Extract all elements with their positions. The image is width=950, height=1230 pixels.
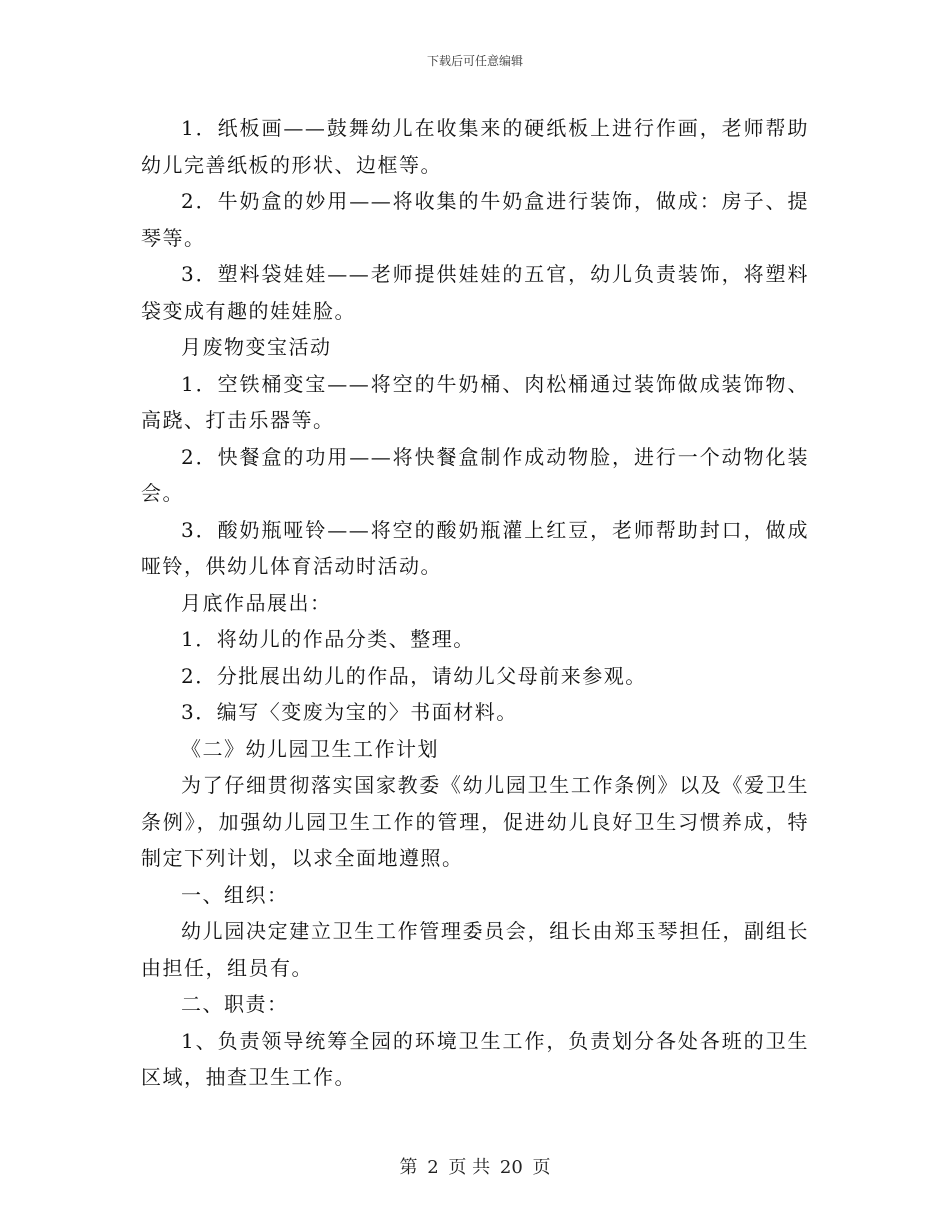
paragraph: 幼儿园决定建立卫生工作管理委员会，组长由郑玉琴担任，副组长由担任，组员有。: [141, 919, 809, 980]
paragraph: 2．分批展出幼儿的作品，请幼儿父母前来参观。: [181, 663, 647, 688]
paragraph: 2．牛奶盒的妙用——将收集的牛奶盒进行装饰，做成：房子、提琴等。: [141, 189, 809, 250]
total-page-count: 20: [499, 1157, 523, 1178]
section-heading: 月底作品展出：: [181, 590, 332, 615]
page-header-note: 下载后可任意编辑: [426, 54, 523, 68]
current-page-number: 2: [427, 1157, 439, 1178]
footer-suffix: 页: [532, 1157, 551, 1178]
paragraph: 1．空铁桶变宝——将空的牛奶桶、肉松桶通过装饰做成装饰物、高跷、打击乐器等。: [141, 371, 809, 432]
section-heading: 月废物变宝活动: [181, 335, 332, 359]
document-body: [141, 110, 809, 1096]
footer-mid: 页 共: [448, 1157, 491, 1178]
paragraph: 1．将幼儿的作品分类、整理。: [181, 627, 475, 651]
paragraph: 3．酸奶瓶哑铃——将空的酸奶瓶灌上红豆，老师帮助封口，做成哑铃，供幼儿体育活动时活动。: [141, 517, 809, 578]
paragraph: 1．纸板画——鼓舞幼儿在收集来的硬纸板上进行作画，老师帮助幼儿完善纸板的形状、边框等。: [141, 116, 809, 177]
section-heading: 二、职责：: [181, 992, 289, 1016]
page-footer: [0, 1153, 950, 1179]
paragraph: 2．快餐盒的功用——将快餐盒制作成动物脸，进行一个动物化装会。: [141, 444, 809, 505]
section-heading: 一、组织：: [181, 882, 289, 907]
paragraph: 1、负责领导统筹全园的环境卫生工作，负责划分各处各班的卫生区域，抽查卫生工作。: [141, 1028, 809, 1089]
paragraph: 3．编写〈变废为宝的〉书面材料。: [181, 700, 518, 724]
footer-prefix: 第: [399, 1157, 418, 1178]
paragraph: 为了仔细贯彻落实国家教委《幼儿园卫生工作条例》以及《爱卫生条例》，加强幼儿园卫生工作的管理，促进幼儿良好卫生习惯养成，特制定下列计划，以求全面地遵照。: [141, 773, 809, 870]
paragraph: 3．塑料袋娃娃——老师提供娃娃的五官，幼儿负责装饰，将塑料袋变成有趣的娃娃脸。: [141, 262, 809, 323]
section-heading: 《二》幼儿园卫生工作计划: [181, 736, 439, 761]
